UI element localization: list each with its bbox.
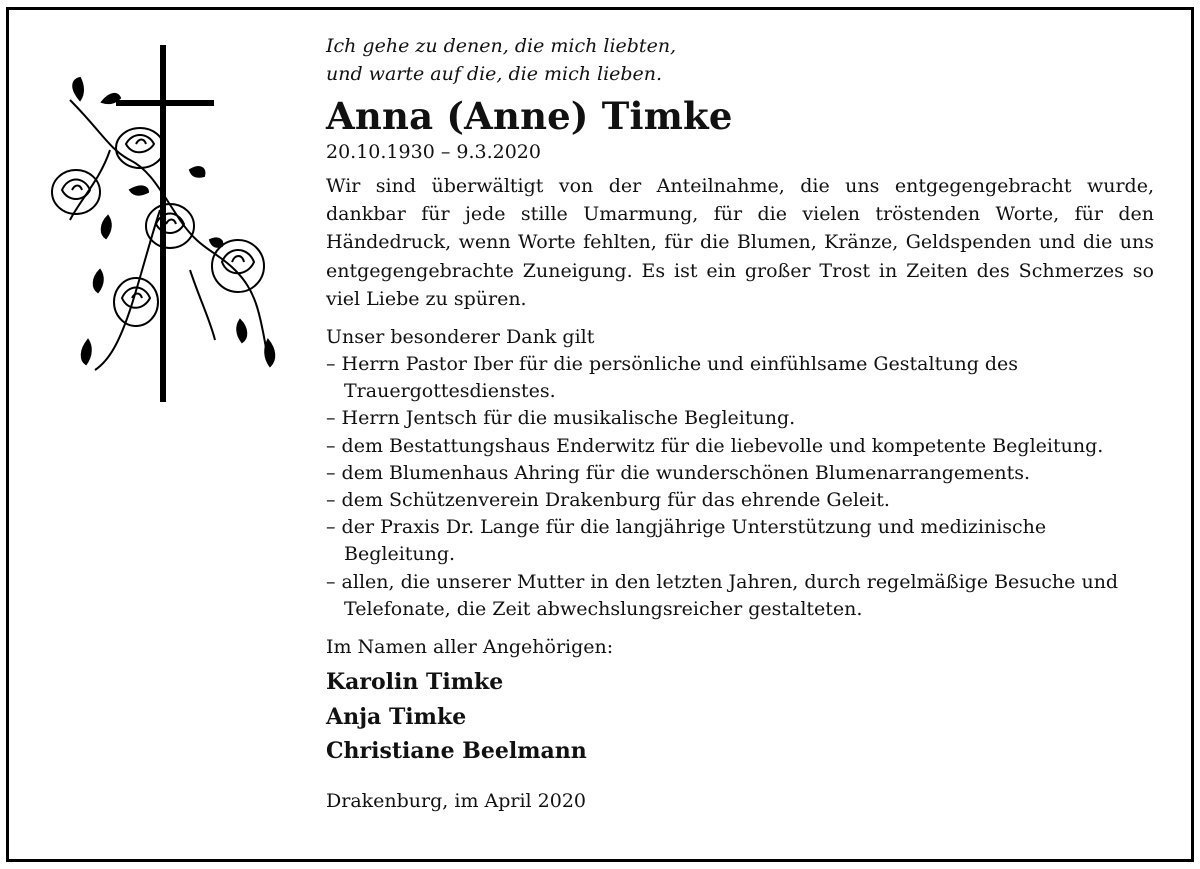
rose-2	[52, 170, 100, 214]
notice-content	[326, 32, 1154, 815]
motto-line-2: und warte auf die, die mich lieben.	[326, 63, 663, 85]
place-date: Drakenburg, im April 2020	[326, 789, 587, 812]
cross-with-roses-icon	[40, 40, 290, 410]
signer-name: Karolin Timke	[326, 669, 504, 696]
motto	[326, 32, 1154, 88]
on-behalf-line: Im Namen aller Angehörigen:	[326, 636, 614, 659]
thanks-item: – Herrn Jentsch für die musikalische Begleitung.	[326, 407, 796, 430]
thanks-item: – Herrn Pastor Iber für die persönliche und einfühlsame Gestaltung des Trauergottesdienstes.	[326, 353, 1019, 403]
thanks-item: – dem Schützenverein Drakenburg für das ehrende Geleit.	[326, 489, 890, 512]
rose-4	[212, 240, 264, 292]
life-dates: 20.10.1930 – 9.3.2020	[326, 141, 541, 163]
thanks-list	[326, 351, 1154, 623]
signers	[326, 665, 1154, 769]
gratitude-paragraph: Wir sind überwältigt von der Anteilnahme, die uns entgegengebracht wurde, dankbar für jede stille Umarmung, für die vielen tröstenden Worte, für den Händedruck, wenn Worte fehlten, für die Blumen, Kränze, Geldspenden und die uns entgegengebrachte Zuneigung. Es ist ein großer Trost in Zeiten des Schmerzes so viel Liebe zu spüren.	[326, 175, 1154, 310]
signer-name: Christiane Beelmann	[326, 738, 587, 765]
thanks-item: – dem Blumenhaus Ahring für die wunderschönen Blumenarrangements.	[326, 461, 1031, 484]
motto-line-1: Ich gehe zu denen, die mich liebten,	[326, 35, 677, 57]
signer-name: Anja Timke	[326, 703, 467, 730]
thanks-item: – allen, die unserer Mutter in den letzten Jahren, durch regelmäßige Besuche und Telefonate, die Zeit abwechslungsreicher gestalteten.	[326, 570, 1119, 620]
rose-1	[116, 128, 164, 168]
thanks-intro: Unser besonderer Dank gilt	[326, 326, 595, 349]
thanks-item: – dem Bestattungshaus Enderwitz für die liebevolle und kompetente Begleitung.	[326, 434, 1104, 457]
deceased-name: Anna (Anne) Timke	[326, 94, 733, 138]
rose-3	[146, 204, 194, 248]
rose-5	[114, 278, 158, 326]
thanks-item: – der Praxis Dr. Lange für die langjährige Unterstützung und medizinische Begleitung.	[326, 516, 1047, 566]
